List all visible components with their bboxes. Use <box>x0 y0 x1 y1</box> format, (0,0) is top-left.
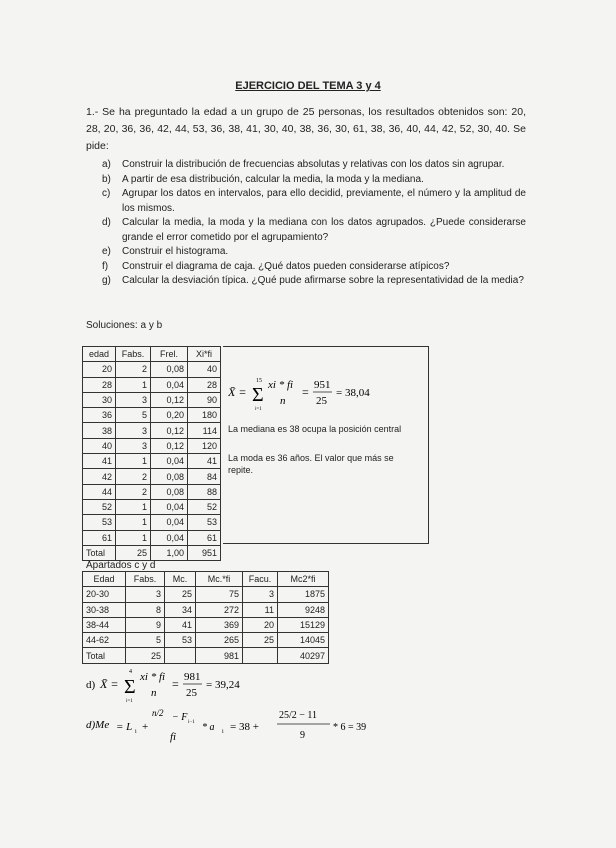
svg-text:=: = <box>172 677 179 691</box>
task-item <box>86 158 526 173</box>
table-cell: 0,08 <box>151 484 188 499</box>
table-cell: 0,04 <box>151 454 188 469</box>
mean-result: = 38,04 <box>336 387 370 399</box>
table-cell: 40 <box>188 362 221 377</box>
table-cell: 36 <box>83 408 116 423</box>
plus: + <box>142 721 149 733</box>
table-cell: 20 <box>243 617 278 632</box>
table-cell: 0,04 <box>151 499 188 514</box>
table-cell: 9 <box>126 617 165 632</box>
table-row <box>83 377 221 392</box>
table-cell: 0,12 <box>151 423 188 438</box>
d-numerator: xi * fi <box>140 671 166 683</box>
table-cell: 40 <box>83 438 116 453</box>
table-row <box>83 484 221 499</box>
column-header: edad <box>83 347 116 362</box>
mean-numerator: xi * fi <box>268 379 294 391</box>
table-row <box>83 617 329 632</box>
sum-lower-d: i=1 <box>126 699 133 704</box>
task-key: f) <box>102 260 109 272</box>
table-cell: 5 <box>116 408 151 423</box>
task-key: d) <box>102 217 111 228</box>
task-text: Calcular la media, la moda y la mediana con los datos agrupados. ¿Puede considerarse grande el error cometido por el agrupamiento? <box>122 217 526 243</box>
task-item <box>86 274 526 289</box>
column-header: Xi*fi <box>188 347 221 362</box>
table-cell: 41 <box>83 454 116 469</box>
xbar: X̄ = <box>228 385 247 399</box>
table-row <box>83 469 221 484</box>
med-num: 25/2 − 11 <box>279 710 318 721</box>
table-cell: 15129 <box>278 617 329 632</box>
table-cell: 114 <box>188 423 221 438</box>
table-row <box>83 454 221 469</box>
task-list <box>86 158 526 289</box>
me-label: d)Me <box>86 719 110 731</box>
table-cell: 61 <box>83 530 116 545</box>
table-cell: 3 <box>126 587 165 602</box>
table-cell: 369 <box>196 617 243 632</box>
task-key: c) <box>102 188 111 199</box>
table-row <box>83 515 221 530</box>
table-cell: 120 <box>188 438 221 453</box>
table-cell: 0,08 <box>151 469 188 484</box>
table-cell: 0,12 <box>151 438 188 453</box>
table-cell: 25 <box>126 648 165 663</box>
table-cell: 40297 <box>278 648 329 663</box>
table-row <box>83 633 329 648</box>
table-cell: 52 <box>188 499 221 514</box>
table-cell: 25 <box>165 587 196 602</box>
task-key: e) <box>102 246 111 257</box>
table-cell: 20 <box>83 362 116 377</box>
table-cell: 0,04 <box>151 515 188 530</box>
d-result: = 39,24 <box>206 679 240 691</box>
task-text: Calcular la desviación típica. ¿Qué pude afirmarse sobre la representatividad de la media? <box>122 275 524 286</box>
column-header: Frel. <box>151 347 188 362</box>
table-cell: 272 <box>196 602 243 617</box>
task-item <box>86 187 526 216</box>
table-cell: 5 <box>126 633 165 648</box>
n-half: n/2 <box>152 708 164 718</box>
table-cell: 41 <box>165 617 196 632</box>
column-header: Mc2*fi <box>278 572 329 587</box>
table-cell: 265 <box>196 633 243 648</box>
fi-sub: i−1 <box>188 720 195 725</box>
table-cell: 44 <box>83 484 116 499</box>
d-label: d) <box>86 679 96 691</box>
task-item <box>86 260 526 275</box>
table-cell: 25 <box>243 633 278 648</box>
table-row <box>83 587 329 602</box>
table-row <box>83 499 221 514</box>
eq: = <box>302 385 309 399</box>
table-row <box>83 423 221 438</box>
table-cell: 1 <box>116 530 151 545</box>
task-item <box>86 173 526 188</box>
task-text: Agrupar los datos en intervalos, para ello decidid, previamente, el número y la amplitud de los mismos. <box>122 188 526 214</box>
task-key: g) <box>102 275 111 286</box>
table-cell: 25 <box>116 545 151 560</box>
table-cell: 44-62 <box>83 633 126 648</box>
table-cell: 0,20 <box>151 408 188 423</box>
table-cell: 30 <box>83 392 116 407</box>
table-row <box>83 408 221 423</box>
table-cell: 30-38 <box>83 602 126 617</box>
table-cell: 88 <box>188 484 221 499</box>
table-cell: Total <box>83 545 116 560</box>
num2: 951 <box>314 379 331 391</box>
table-cell: 53 <box>83 515 116 530</box>
table-cell: 2 <box>116 469 151 484</box>
xbar-d: X̄ = <box>100 677 119 691</box>
sum-symbol-d: Σ <box>124 676 136 698</box>
d-denominator: n <box>151 687 157 699</box>
table-cell: 1 <box>116 454 151 469</box>
table-cell: 42 <box>83 469 116 484</box>
table-cell: 53 <box>188 515 221 530</box>
column-header: Mc.*fi <box>196 572 243 587</box>
table-row <box>83 602 329 617</box>
table-cell: 52 <box>83 499 116 514</box>
table-cell: 951 <box>188 545 221 560</box>
ai-sub: i <box>222 729 224 735</box>
grouped-table <box>82 571 329 664</box>
fi-minus: − F <box>172 712 188 723</box>
table-cell: 3 <box>116 392 151 407</box>
column-header: Fabs. <box>126 572 165 587</box>
grouped-median-formula <box>86 706 366 750</box>
grouped-mean-formula <box>86 664 326 704</box>
table-row <box>83 438 221 453</box>
sum-upper-d: 4 <box>129 669 132 675</box>
sum-upper: 15 <box>256 378 262 384</box>
eq1: = 38 + <box>230 721 259 733</box>
table-cell: 75 <box>196 587 243 602</box>
table-cell: 11 <box>243 602 278 617</box>
table-cell: 53 <box>165 633 196 648</box>
task-key: a) <box>102 159 111 170</box>
table-cell: 0,12 <box>151 392 188 407</box>
fi-denom: fi <box>170 731 177 743</box>
table-cell: 9248 <box>278 602 329 617</box>
task-text: Construir el histograma. <box>122 246 229 257</box>
table-header-row <box>83 347 221 362</box>
table-cell: 38 <box>83 423 116 438</box>
table-cell: 1875 <box>278 587 329 602</box>
task-item <box>86 245 526 260</box>
table-cell: 28 <box>83 377 116 392</box>
table-cell: 28 <box>188 377 221 392</box>
table-cell <box>165 648 196 663</box>
task-key: b) <box>102 173 111 185</box>
column-header: Mc. <box>165 572 196 587</box>
li-sub: i <box>135 729 137 735</box>
table-cell <box>243 648 278 663</box>
d-den2: 25 <box>186 687 197 699</box>
median-text: La mediana es 38 ocupa la posición central <box>228 424 402 434</box>
frequency-table <box>82 346 221 561</box>
table-cell: 1,00 <box>151 545 188 560</box>
table-cell: 0,04 <box>151 530 188 545</box>
table-cell: 1 <box>116 515 151 530</box>
task-text: Construir la distribución de frecuencias absolutas y relativas con los datos sin agrupar. <box>122 159 505 170</box>
table-cell: 2 <box>116 362 151 377</box>
d-num2: 981 <box>184 671 201 683</box>
column-header: Fabs. <box>116 347 151 362</box>
table-row <box>83 530 221 545</box>
table-cell: 41 <box>188 454 221 469</box>
table-cell: 38-44 <box>83 617 126 632</box>
column-header: Edad <box>83 572 126 587</box>
exercise-statement: 1.- Se ha preguntado la edad a un grupo de 25 personas, los resultados obtenidos son: 20, 28, 20, 36, 36, 42, 44, 53, 36, 38, 41, 30, 40, 38, 36, 30, 61, 38, 36, 40, 44, 42, 52, 30, 40. Se pide: <box>86 106 526 152</box>
table-cell: 0,04 <box>151 377 188 392</box>
table-cell: 981 <box>196 648 243 663</box>
page-title: EJERCICIO DEL TEMA 3 y 4 <box>235 80 381 92</box>
den2: 25 <box>316 395 327 407</box>
table-cell: 14045 <box>278 633 329 648</box>
table-cell: 34 <box>165 602 196 617</box>
table-cell: 3 <box>116 438 151 453</box>
table-cell: 2 <box>116 484 151 499</box>
table-cell: 1 <box>116 377 151 392</box>
med-rest: * 6 = 39 <box>333 722 366 733</box>
table-cell: 180 <box>188 408 221 423</box>
task-text: Construir el diagrama de caja. ¿Qué datos pueden considerarse atípicos? <box>122 260 450 272</box>
mode-text: La moda es 36 años. El valor que más se repite. <box>228 453 394 475</box>
table-cell: 61 <box>188 530 221 545</box>
solutions-label: Soluciones: a y b <box>86 320 163 331</box>
mean-denominator: n <box>280 395 286 407</box>
table-cell: 90 <box>188 392 221 407</box>
table-cell: 0,08 <box>151 362 188 377</box>
table-row <box>83 392 221 407</box>
table-cell: 20-30 <box>83 587 126 602</box>
table-cell: 3 <box>116 423 151 438</box>
table-cell: 84 <box>188 469 221 484</box>
table-row <box>83 362 221 377</box>
sum-lower: i=1 <box>255 407 262 412</box>
sum-symbol: Σ <box>252 384 264 406</box>
li: = L <box>116 721 133 733</box>
table-row <box>83 545 221 560</box>
table-row <box>83 648 329 663</box>
task-item <box>86 216 526 245</box>
table-header-row <box>83 572 329 587</box>
apartados-label: Apartados c y d <box>86 560 156 571</box>
mean-formula <box>228 374 418 414</box>
table-cell: 8 <box>126 602 165 617</box>
column-header: Facu. <box>243 572 278 587</box>
med-den: 9 <box>300 730 305 741</box>
task-text: A partir de esa distribución, calcular la media, la moda y la mediana. <box>122 173 424 185</box>
table-cell: 3 <box>243 587 278 602</box>
table-cell: 1 <box>116 499 151 514</box>
table-cell: Total <box>83 648 126 663</box>
ai: * a <box>202 722 215 733</box>
